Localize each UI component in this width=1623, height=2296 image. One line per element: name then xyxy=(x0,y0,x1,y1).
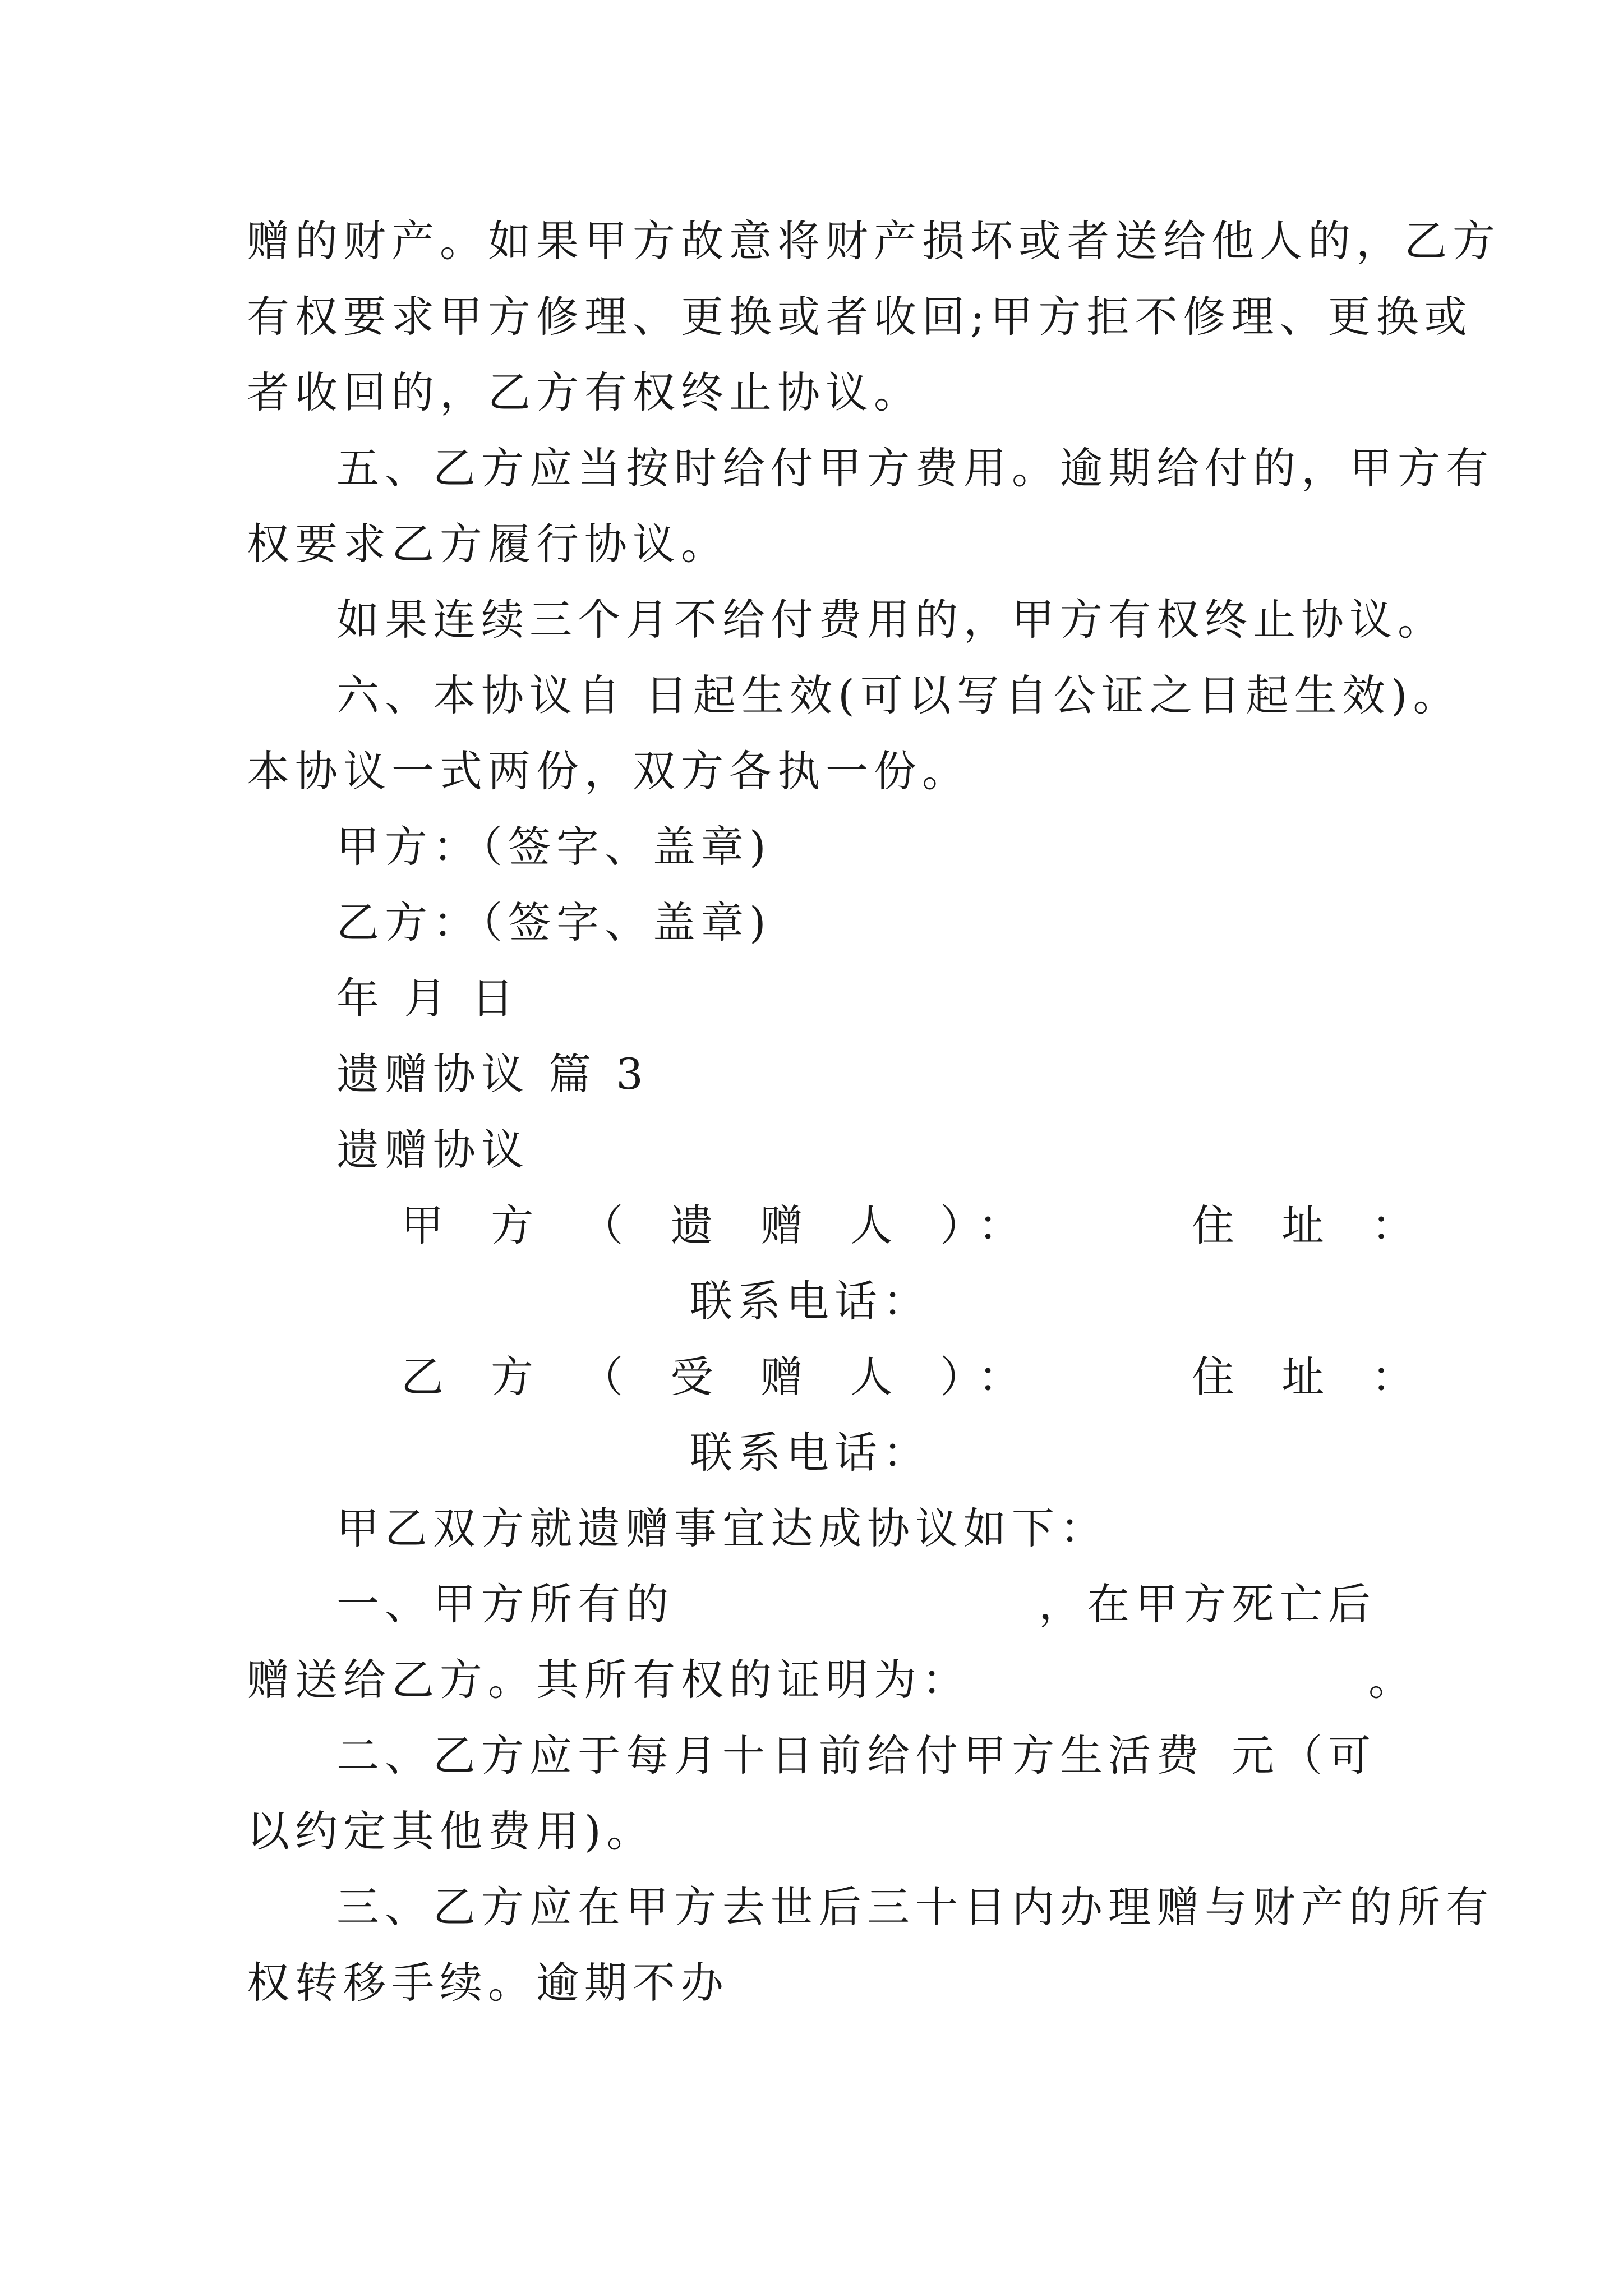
paragraph-line: 权要求乙方履行协议。 xyxy=(247,519,729,569)
paragraph-line: 权转移手续。逾期不办 xyxy=(247,1958,729,2008)
testator-address-label: 住 址 ： xyxy=(1192,1200,1431,1250)
section-heading: 遗赠协议 篇 3 xyxy=(336,1049,649,1099)
date-line: 年 月 日 xyxy=(336,973,520,1023)
testator-label: 甲 方 （ 遗 赠 人 ）： xyxy=(401,1200,1038,1250)
paragraph-line: 者收回的，乙方有权终止协议。 xyxy=(247,367,922,417)
paragraph-line: 有权要求甲方修理、更换或者收回;甲方拒不修理、更换或 xyxy=(247,292,1473,342)
clause-one-end: ，在甲方死亡后 xyxy=(1039,1579,1376,1629)
party-b-signature: 乙方：（签字、盖章) xyxy=(336,898,772,947)
clause-five-line: 五、乙方应当按时给付甲方费用。逾期给付的，甲方有 xyxy=(336,443,1494,493)
agreement-intro: 甲乙双方就遗赠事宜达成协议如下： xyxy=(336,1503,1108,1553)
paragraph-line: 赠的财产。如果甲方故意将财产损坏或者送给他人的，乙方 xyxy=(247,216,1501,266)
document-title: 遗赠协议 xyxy=(336,1125,529,1175)
legatee-phone-label: 联系电话： xyxy=(690,1428,931,1478)
legatee-label: 乙 方 （ 受 赠 人 ）： xyxy=(401,1352,1038,1402)
legatee-address-label: 住 址 ： xyxy=(1192,1352,1431,1402)
paragraph-line: 本协议一式两份，双方各执一份。 xyxy=(247,746,970,796)
clause-one-start: 一、甲方所有的 xyxy=(336,1579,674,1629)
clause-two-end: 元（可 xyxy=(1232,1731,1376,1780)
clause-three-line: 三、乙方应在甲方去世后三十日内办理赠与财产的所有 xyxy=(336,1882,1494,1932)
clause-six-line: 六、本协议自 日起生效(可以写自公证之日起生效)。 xyxy=(336,670,1461,720)
paragraph-line: 以约定其他费用)。 xyxy=(247,1806,655,1856)
clause-two-start: 二、乙方应于每月十日前给付甲方生活费 xyxy=(336,1731,1205,1780)
testator-phone-label: 联系电话： xyxy=(690,1276,931,1326)
ownership-proof-end: 。 xyxy=(1368,1655,1417,1705)
paragraph-line: 如果连续三个月不给付费用的，甲方有权终止协议。 xyxy=(336,595,1446,645)
party-a-signature: 甲方：（签字、盖章) xyxy=(336,822,772,872)
ownership-proof-label: 赠送给乙方。其所有权的证明为： xyxy=(247,1655,970,1705)
